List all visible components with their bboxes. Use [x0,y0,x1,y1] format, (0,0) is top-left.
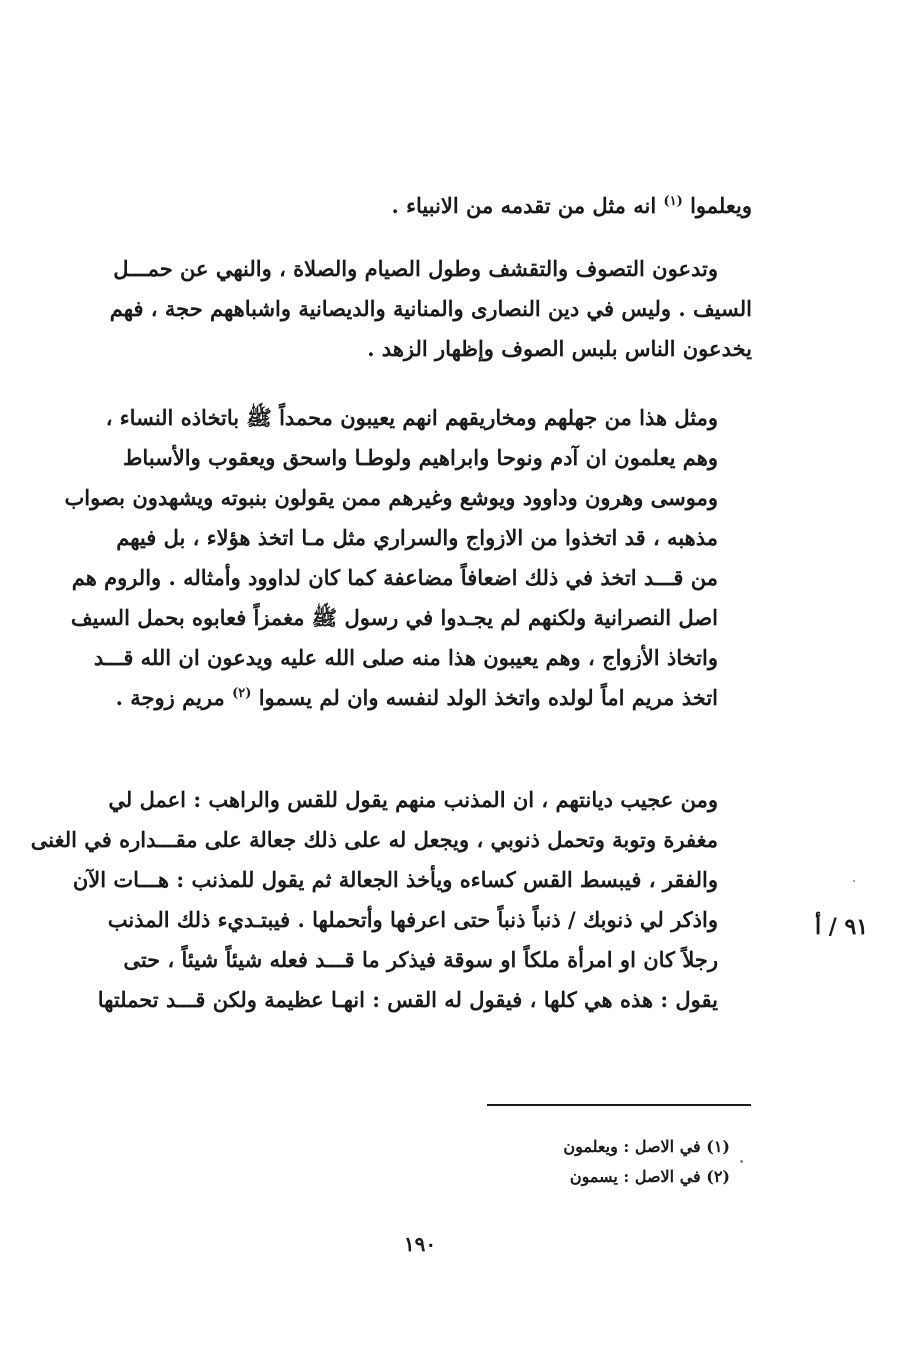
footnote-2: (٢) في الاصل : يسمون [569,1167,730,1186]
footnote-ref-2: (٢) [232,686,252,701]
paragraph-4-line-6: يقول : هذه هي كلها ، فيقول له القس : انهـا عظيمة ولكن قـــد تحملتها [97,987,718,1012]
paragraph-1-text [78,186,752,226]
footnote-1: (١) في الاصل : ويعلمون [563,1137,730,1156]
paragraph-3-line-8: اتخذ مريم اماً لولده واتخذ الولد لنفسه وان لم يسموا [258,685,718,710]
paragraph-3-line-2: وهم يعلمون ان آدم ونوحا وابراهيم ولوطـا واسحق ويعقوب والأسباط [123,445,718,470]
paragraph-4-line-3: والفقر ، فيبسط القس كساءه ويأخذ الجعالة ثم يقول للمذنب : هـــات الآن [72,867,718,892]
paragraph-4-line-5: رجلاً كان او امرأة ملكاً او سوقة فيذكر ما قـــد فعله شيئاً شيئاً ، حتى [123,947,718,972]
paragraph-3-line-6: اصل النصرانية ولكنهم لم يجـدوا في رسول ﷺ مغمزاً فعابوه بحمل السيف [70,605,718,630]
paragraph-3 [64,398,752,718]
manuscript-folio-note: ٩١ / أ [815,914,869,940]
paragraph-3-line-4: مذهبه ، قد اتخذوا من الازواج والسراري مثل مـا اتخذ هؤلاء ، بل فيهم [116,525,718,550]
footnote-divider [487,1104,751,1106]
paragraph-2-line-2: السيف . وليس في دين النصارى والمنانية والديصانية واشباههم حجة ، فهم [109,296,752,321]
scan-speck [853,880,855,882]
paragraph-4-line-1: ومن عجيب ديانتهم ، ان المذنب منهم يقول للقس والراهب : اعمل لي [108,787,718,812]
paragraph-2-text [78,249,752,369]
scan-speck [740,1160,743,1163]
paragraph-1 [78,186,752,226]
paragraph-4-text [30,780,752,1020]
paragraph-2-line-1: وتدعون التصوف والتقشف وطول الصيام والصلاة ، والنهي عن حمـــل [113,256,718,281]
paragraph-3-line-8-cont: مريم زوجة . [115,685,225,710]
paragraph-3-line-1: ومثل هذا من جهلهم ومخاريقهم انهم يعيبون محمداً ﷺ باتخاذه النساء ، [105,405,718,430]
footnote-ref-1: (١) [663,194,683,209]
paragraph-4 [30,780,752,1020]
paragraph-2-line-3: يخدعون الناس بلبس الصوف وإظهار الزهد . [367,336,752,361]
footnotes [430,1132,730,1192]
paragraph-1-line-1: ويعلموا [690,193,752,218]
paragraph-4-line-2: مغفرة وتوبة وتحمل ذنوبي ، ويجعل له على ذلك جعالة على مقـــداره في الغنى [30,827,718,852]
paragraph-3-line-7: واتخاذ الأزواج ، وهم يعيبون هذا منه صلى الله عليه ويدعون ان الله قـــد [93,645,718,670]
paragraph-2 [78,249,752,369]
paragraph-1-line-1-cont: انه مثل من تقدمه من الانبياء . [391,193,657,218]
paragraph-3-line-5: من قـــد اتخذ في ذلك اضعافاً مضاعفة كما كان لداوود وأمثاله . والروم هم [71,565,718,590]
paragraph-4-line-4: واذكر لي ذنوبك / ذنباً ذنباً حتى اعرفها وأتحملها . فيبتـديء ذلك المذنب [107,907,718,932]
paragraph-3-text [64,398,752,718]
page-number: ١٩٠ [403,1232,437,1256]
paragraph-3-line-8-wrap [78,678,752,718]
paragraph-3-line-3: وموسى وهرون وداوود ويوشع وغيرهم ممن يقولون بنبوته ويشهدون بصواب [64,485,718,510]
